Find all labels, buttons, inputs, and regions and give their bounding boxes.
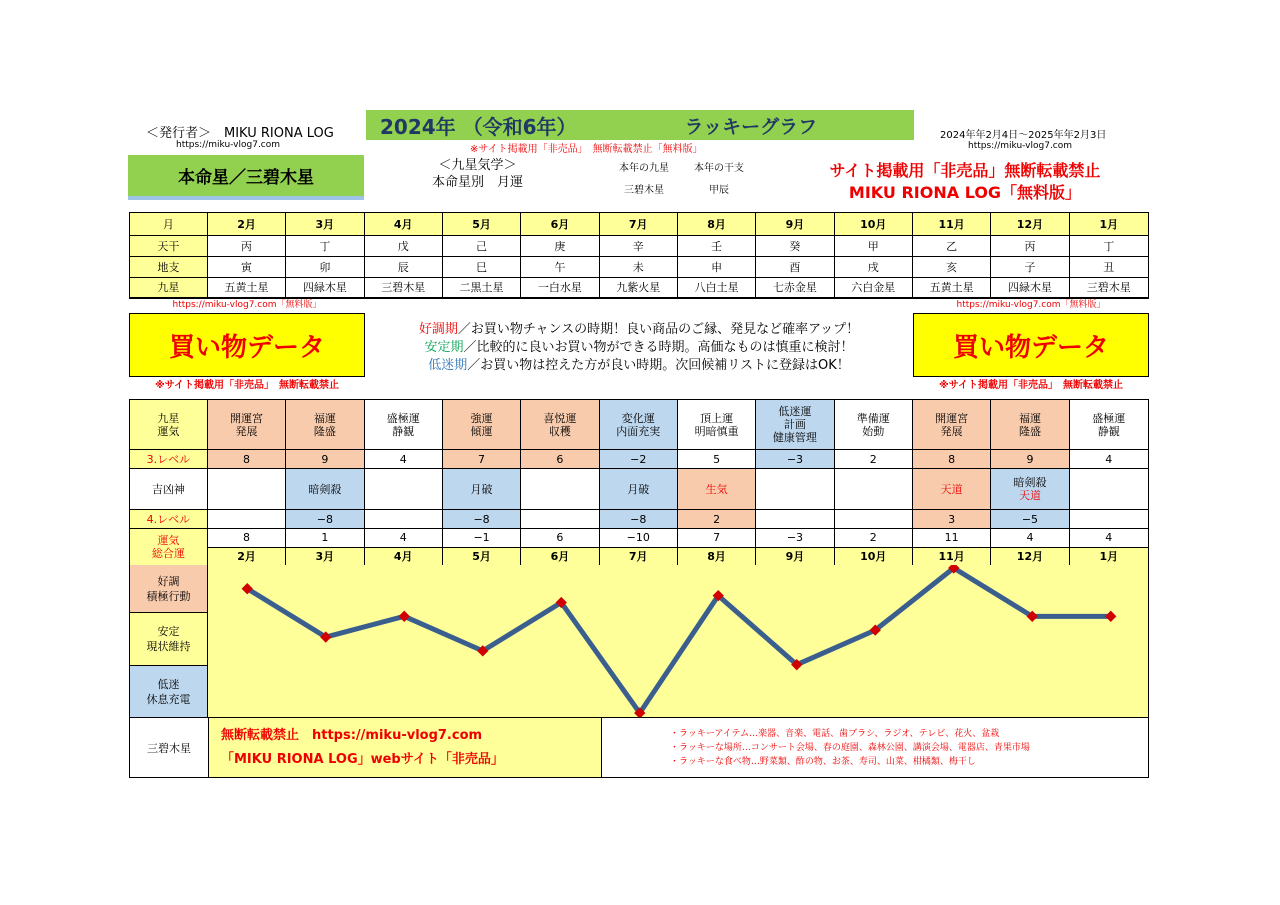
shopping-left-title: 買い物データ: [129, 313, 365, 377]
kikkyo-line2: 天道: [1018, 489, 1041, 502]
this-year-star-label: 本年の九星: [619, 163, 669, 174]
month-cell: 3月: [286, 213, 364, 236]
level3-cell: 6: [521, 450, 599, 469]
level4-cell: −5: [991, 510, 1069, 529]
band-label: 安定 現状維持: [130, 613, 208, 666]
kikkyo-label: 吉凶神: [130, 469, 208, 510]
tenkan-cell: 丁: [286, 236, 364, 257]
tenkan-cell: 丙: [208, 236, 286, 257]
total-value: −10: [600, 529, 677, 548]
kikkyo-cell: [208, 469, 286, 510]
copyright-line2: MIKU RIONA LOG「無料版」: [848, 183, 1082, 202]
tenkan-cell: 辛: [600, 236, 678, 257]
tenkan-cell: 己: [443, 236, 521, 257]
kyusei-cell: 六白金星: [835, 278, 913, 298]
month-label: 月: [130, 213, 208, 236]
kyusei-cell: 四緑木星: [991, 278, 1069, 298]
kyusei-line1: ＜九星気学＞: [438, 158, 517, 173]
title-graph: ラッキーグラフ: [684, 115, 818, 138]
desc-stable: ／比較的に良いお買い物ができる時期。高価なものは慎重に検討！: [463, 340, 854, 355]
month-cell: 7月: [600, 213, 678, 236]
chishi-cell: 巳: [443, 257, 521, 278]
kyusei-cell: 二黒土星: [443, 278, 521, 298]
month-cell: 4月: [365, 213, 443, 236]
month-cell: 6月: [521, 213, 599, 236]
kikkyo-cell: [756, 469, 834, 510]
fortune-cell: 変化運 内面充実: [600, 400, 678, 450]
total-month: 4月: [365, 548, 442, 566]
chishi-cell: 子: [991, 257, 1069, 278]
kikkyo-line1: 生気: [705, 482, 728, 496]
table-row: [130, 236, 1148, 257]
copyright-line1: サイト掲載用「非売品」無断転載禁止: [829, 161, 1101, 180]
total-value: −3: [756, 529, 833, 548]
table-row: [130, 400, 1148, 450]
tenkan-cell: 甲: [835, 236, 913, 257]
tenkan-cell: 庚: [521, 236, 599, 257]
tenkan-cell: 癸: [756, 236, 834, 257]
table-row: [130, 450, 1148, 469]
copyright-notice-large: [760, 160, 1170, 204]
level3-cell: 4: [365, 450, 443, 469]
tenkan-cell: 戊: [365, 236, 443, 257]
fortune-line-chart: [130, 565, 1150, 718]
tenkan-cell: 乙: [913, 236, 991, 257]
level3-cell: 7: [443, 450, 521, 469]
kyusei-cell: 四緑木星: [286, 278, 364, 298]
month-cell: 2月: [208, 213, 286, 236]
level3-cell: 8: [208, 450, 286, 469]
honmei-star-box: 本命星／三碧木星: [128, 155, 364, 200]
total-cell: [678, 529, 756, 566]
total-value: 7: [678, 529, 755, 548]
date-range: 2024年年2月4日～2025年年2月3日: [940, 130, 1107, 141]
table-row: [130, 510, 1148, 529]
kyusei-cell: 五黄土星: [208, 278, 286, 298]
level3-cell: 9: [991, 450, 1069, 469]
month-cell: 1月: [1070, 213, 1148, 236]
total-month: 6月: [521, 548, 598, 566]
total-month: 7月: [600, 548, 677, 566]
total-month: 9月: [756, 548, 833, 566]
shopping-left-url[interactable]: https://miku-vlog7.com「無料版」: [172, 300, 322, 310]
fortune-table: [129, 399, 1149, 567]
total-month: 3月: [286, 548, 363, 566]
table-row: [130, 529, 1148, 566]
level3-cell: −2: [600, 450, 678, 469]
total-value: 1: [286, 529, 363, 548]
shopping-right-url[interactable]: https://miku-vlog7.com「無料版」: [956, 300, 1106, 310]
copyright-note-top: ※サイト掲載用「非売品」 無断転載禁止「無料版」: [470, 144, 703, 155]
chishi-label: 地支: [130, 257, 208, 278]
month-cell: 9月: [756, 213, 834, 236]
level4-cell: [208, 510, 286, 529]
chishi-cell: 寅: [208, 257, 286, 278]
kyusei-cell: 三碧木星: [1070, 278, 1148, 298]
kikkyo-cell: [913, 469, 991, 510]
chishi-cell: 戌: [835, 257, 913, 278]
total-month: 5月: [443, 548, 520, 566]
level3-cell: 9: [286, 450, 364, 469]
kyusei-cell: 三碧木星: [365, 278, 443, 298]
shopping-desc-low: [428, 357, 850, 375]
level3-cell: 5: [678, 450, 756, 469]
kyusei-cell: 五黄土星: [913, 278, 991, 298]
fortune-cell: 頂上運 明暗慎重: [678, 400, 756, 450]
total-value: 4: [1070, 529, 1148, 548]
total-value: 6: [521, 529, 598, 548]
table-row: [130, 213, 1148, 236]
band-label: 好調 積極行動: [130, 565, 208, 613]
level4-cell: [365, 510, 443, 529]
level4-cell: −8: [443, 510, 521, 529]
footer-lucky-list: [602, 718, 1148, 777]
desc-low: ／お買い物は控えた方が良い時期。次回候補リストに登録はOK！: [467, 358, 850, 373]
chishi-cell: 亥: [913, 257, 991, 278]
fortune-cell: 開運宮 発展: [208, 400, 286, 450]
chishi-cell: 申: [678, 257, 756, 278]
shopping-left-panel: [129, 297, 365, 395]
lucky-foods: ・ラッキーな食べ物…野菜類、酢の物、お茶、寿司、山菜、柑橘類、梅干し: [670, 756, 976, 767]
kikkyo-line1: 暗剣殺: [1013, 476, 1047, 489]
level4-cell: [756, 510, 834, 529]
total-cell: [1070, 529, 1148, 566]
fortune-cell: 準備運 始動: [835, 400, 913, 450]
tenkan-cell: 丙: [991, 236, 1069, 257]
level4-cell: [521, 510, 599, 529]
table-row: [130, 257, 1148, 278]
month-cell: 5月: [443, 213, 521, 236]
fortune-cell: 福運 隆盛: [286, 400, 364, 450]
chishi-cell: 午: [521, 257, 599, 278]
fortune-cell: 盛極運 静観: [1070, 400, 1148, 450]
fortune-cell: 盛極運 静観: [365, 400, 443, 450]
total-value: 4: [365, 529, 442, 548]
total-month: 11月: [913, 548, 990, 566]
table-row: [130, 278, 1148, 298]
shopping-right-title: 買い物データ: [913, 313, 1149, 377]
kikkyo-cell: [286, 469, 364, 510]
kyusei-cell: 九紫火星: [600, 278, 678, 298]
publisher-url[interactable]: https://miku-vlog7.com: [176, 140, 281, 150]
fortune-cell: 喜悦運 収穫: [521, 400, 599, 450]
site-url-right[interactable]: https://miku-vlog7.com: [968, 141, 1073, 151]
month-cell: 8月: [678, 213, 756, 236]
footer-section: [129, 717, 1149, 778]
tenkan-label: 天干: [130, 236, 208, 257]
month-cell: 12月: [991, 213, 1069, 236]
fortune-cell: 強運 傾運: [443, 400, 521, 450]
kikkyo-cell: [991, 469, 1069, 510]
chishi-cell: 卯: [286, 257, 364, 278]
footer-copyright: [209, 718, 602, 777]
table-row: [130, 469, 1148, 510]
title-bar: [366, 110, 914, 140]
fortune-cell: 福運 隆盛: [991, 400, 1069, 450]
level3-cell: −3: [756, 450, 834, 469]
total-label: 運気 総合運: [130, 529, 208, 566]
total-cell: [521, 529, 599, 566]
desc-good: ／お買い物チャンスの時期！良い商品のご縁、発見など確率アップ！: [457, 322, 860, 337]
level3-cell: 8: [913, 450, 991, 469]
total-cell: [756, 529, 834, 566]
level4-label: 4.レベル: [130, 510, 208, 529]
level4-cell: −8: [286, 510, 364, 529]
total-cell: [365, 529, 443, 566]
kyusei-cell: 八白土星: [678, 278, 756, 298]
total-value: −1: [443, 529, 520, 548]
tenkan-cell: 丁: [1070, 236, 1148, 257]
series-line: [247, 568, 1111, 713]
total-cell: [991, 529, 1069, 566]
footer-copyright-line2: 「MIKU RIONA LOG」webサイト「非売品」: [221, 751, 504, 767]
level4-cell: [835, 510, 913, 529]
chishi-cell: 未: [600, 257, 678, 278]
this-year-star: 三碧木星: [624, 185, 664, 196]
kw-low: 低迷期: [428, 358, 468, 373]
band-label: 低迷 休息充電: [130, 666, 208, 718]
kyusei-cell: 七赤金星: [756, 278, 834, 298]
chishi-cell: 辰: [365, 257, 443, 278]
kyusei-label: 九星: [130, 278, 208, 298]
level3-label: 3.レベル: [130, 450, 208, 469]
chishi-cell: 丑: [1070, 257, 1148, 278]
publisher-label: ＜発行者＞ MIKU RIONA LOG: [146, 126, 334, 141]
kikkyo-cell: [1070, 469, 1148, 510]
level3-cell: 4: [1070, 450, 1148, 469]
kyusei-line2: 本命星別 月運: [432, 175, 524, 190]
kikkyo-cell: [600, 469, 678, 510]
total-value: 8: [208, 529, 285, 548]
kikkyo-line1: 月破: [470, 482, 493, 496]
total-cell: [443, 529, 521, 566]
this-year-eto-label: 本年の干支: [694, 163, 744, 174]
total-month: 8月: [678, 548, 755, 566]
level4-cell: −8: [600, 510, 678, 529]
month-cell: 10月: [835, 213, 913, 236]
month-cell: 11月: [913, 213, 991, 236]
lucky-places: ・ラッキーな場所…コンサート会場、春の庭園、森林公園、講演会場、電器店、青果市場: [670, 742, 1030, 753]
kikkyo-cell: [443, 469, 521, 510]
level4-cell: 2: [678, 510, 756, 529]
this-year-info: [608, 158, 748, 202]
shopping-left-note: ※サイト掲載用「非売品」 無断転載禁止: [154, 380, 340, 391]
fortune-cell: 低迷運 計画 健康管理: [756, 400, 834, 450]
total-cell: [600, 529, 678, 566]
fortune-cell: 開運宮 発展: [913, 400, 991, 450]
kikkyo-line1: 暗剣殺: [308, 482, 342, 496]
kyusei-heading: [432, 157, 523, 191]
kw-stable: 安定期: [424, 340, 464, 355]
total-value: 4: [991, 529, 1068, 548]
this-year-eto: 甲辰: [709, 185, 729, 196]
total-month: 2月: [208, 548, 285, 566]
total-value: 2: [835, 529, 912, 548]
fortune-chart: [129, 565, 1149, 718]
total-cell: [286, 529, 364, 566]
total-month: 10月: [835, 548, 912, 566]
shopping-section: [129, 297, 1149, 399]
level3-cell: 2: [835, 450, 913, 469]
footer-copyright-line1: 無断転載禁止 https://miku-vlog7.com: [221, 727, 483, 743]
total-month: 12月: [991, 548, 1068, 566]
total-value: 11: [913, 529, 990, 548]
title-year: 2024年 （令和6年）: [380, 114, 577, 139]
shopping-right-note: ※サイト掲載用「非売品」 無断転載禁止: [938, 380, 1124, 391]
kikkyo-cell: [835, 469, 913, 510]
tenkan-cell: 壬: [678, 236, 756, 257]
total-cell: [913, 529, 991, 566]
total-month: 1月: [1070, 548, 1148, 566]
kikkyo-line1: 天道: [940, 482, 963, 496]
shopping-description: [365, 297, 913, 399]
shopping-desc-good: [419, 321, 859, 339]
level4-cell: [1070, 510, 1148, 529]
kyusei-cell: 一白水星: [521, 278, 599, 298]
kikkyo-line1: 月破: [627, 482, 650, 496]
kw-good: 好調期: [418, 322, 458, 337]
footer-star-label: 三碧木星: [130, 718, 209, 777]
fortune-label: 九星 運気: [130, 400, 208, 450]
level4-cell: 3: [913, 510, 991, 529]
shopping-desc-stable: [424, 339, 853, 357]
kikkyo-cell: [678, 469, 756, 510]
shopping-right-panel: [913, 297, 1149, 395]
lucky-items: ・ラッキーアイテム…楽器、音楽、電話、歯ブラシ、ラジオ、テレビ、花火、盆栽: [670, 728, 1000, 739]
kikkyo-cell: [365, 469, 443, 510]
month-info-table: [129, 212, 1149, 299]
data-point-1月: [1105, 611, 1116, 622]
chishi-cell: 酉: [756, 257, 834, 278]
kikkyo-cell: [521, 469, 599, 510]
total-cell: [835, 529, 913, 566]
total-cell: [208, 529, 286, 566]
